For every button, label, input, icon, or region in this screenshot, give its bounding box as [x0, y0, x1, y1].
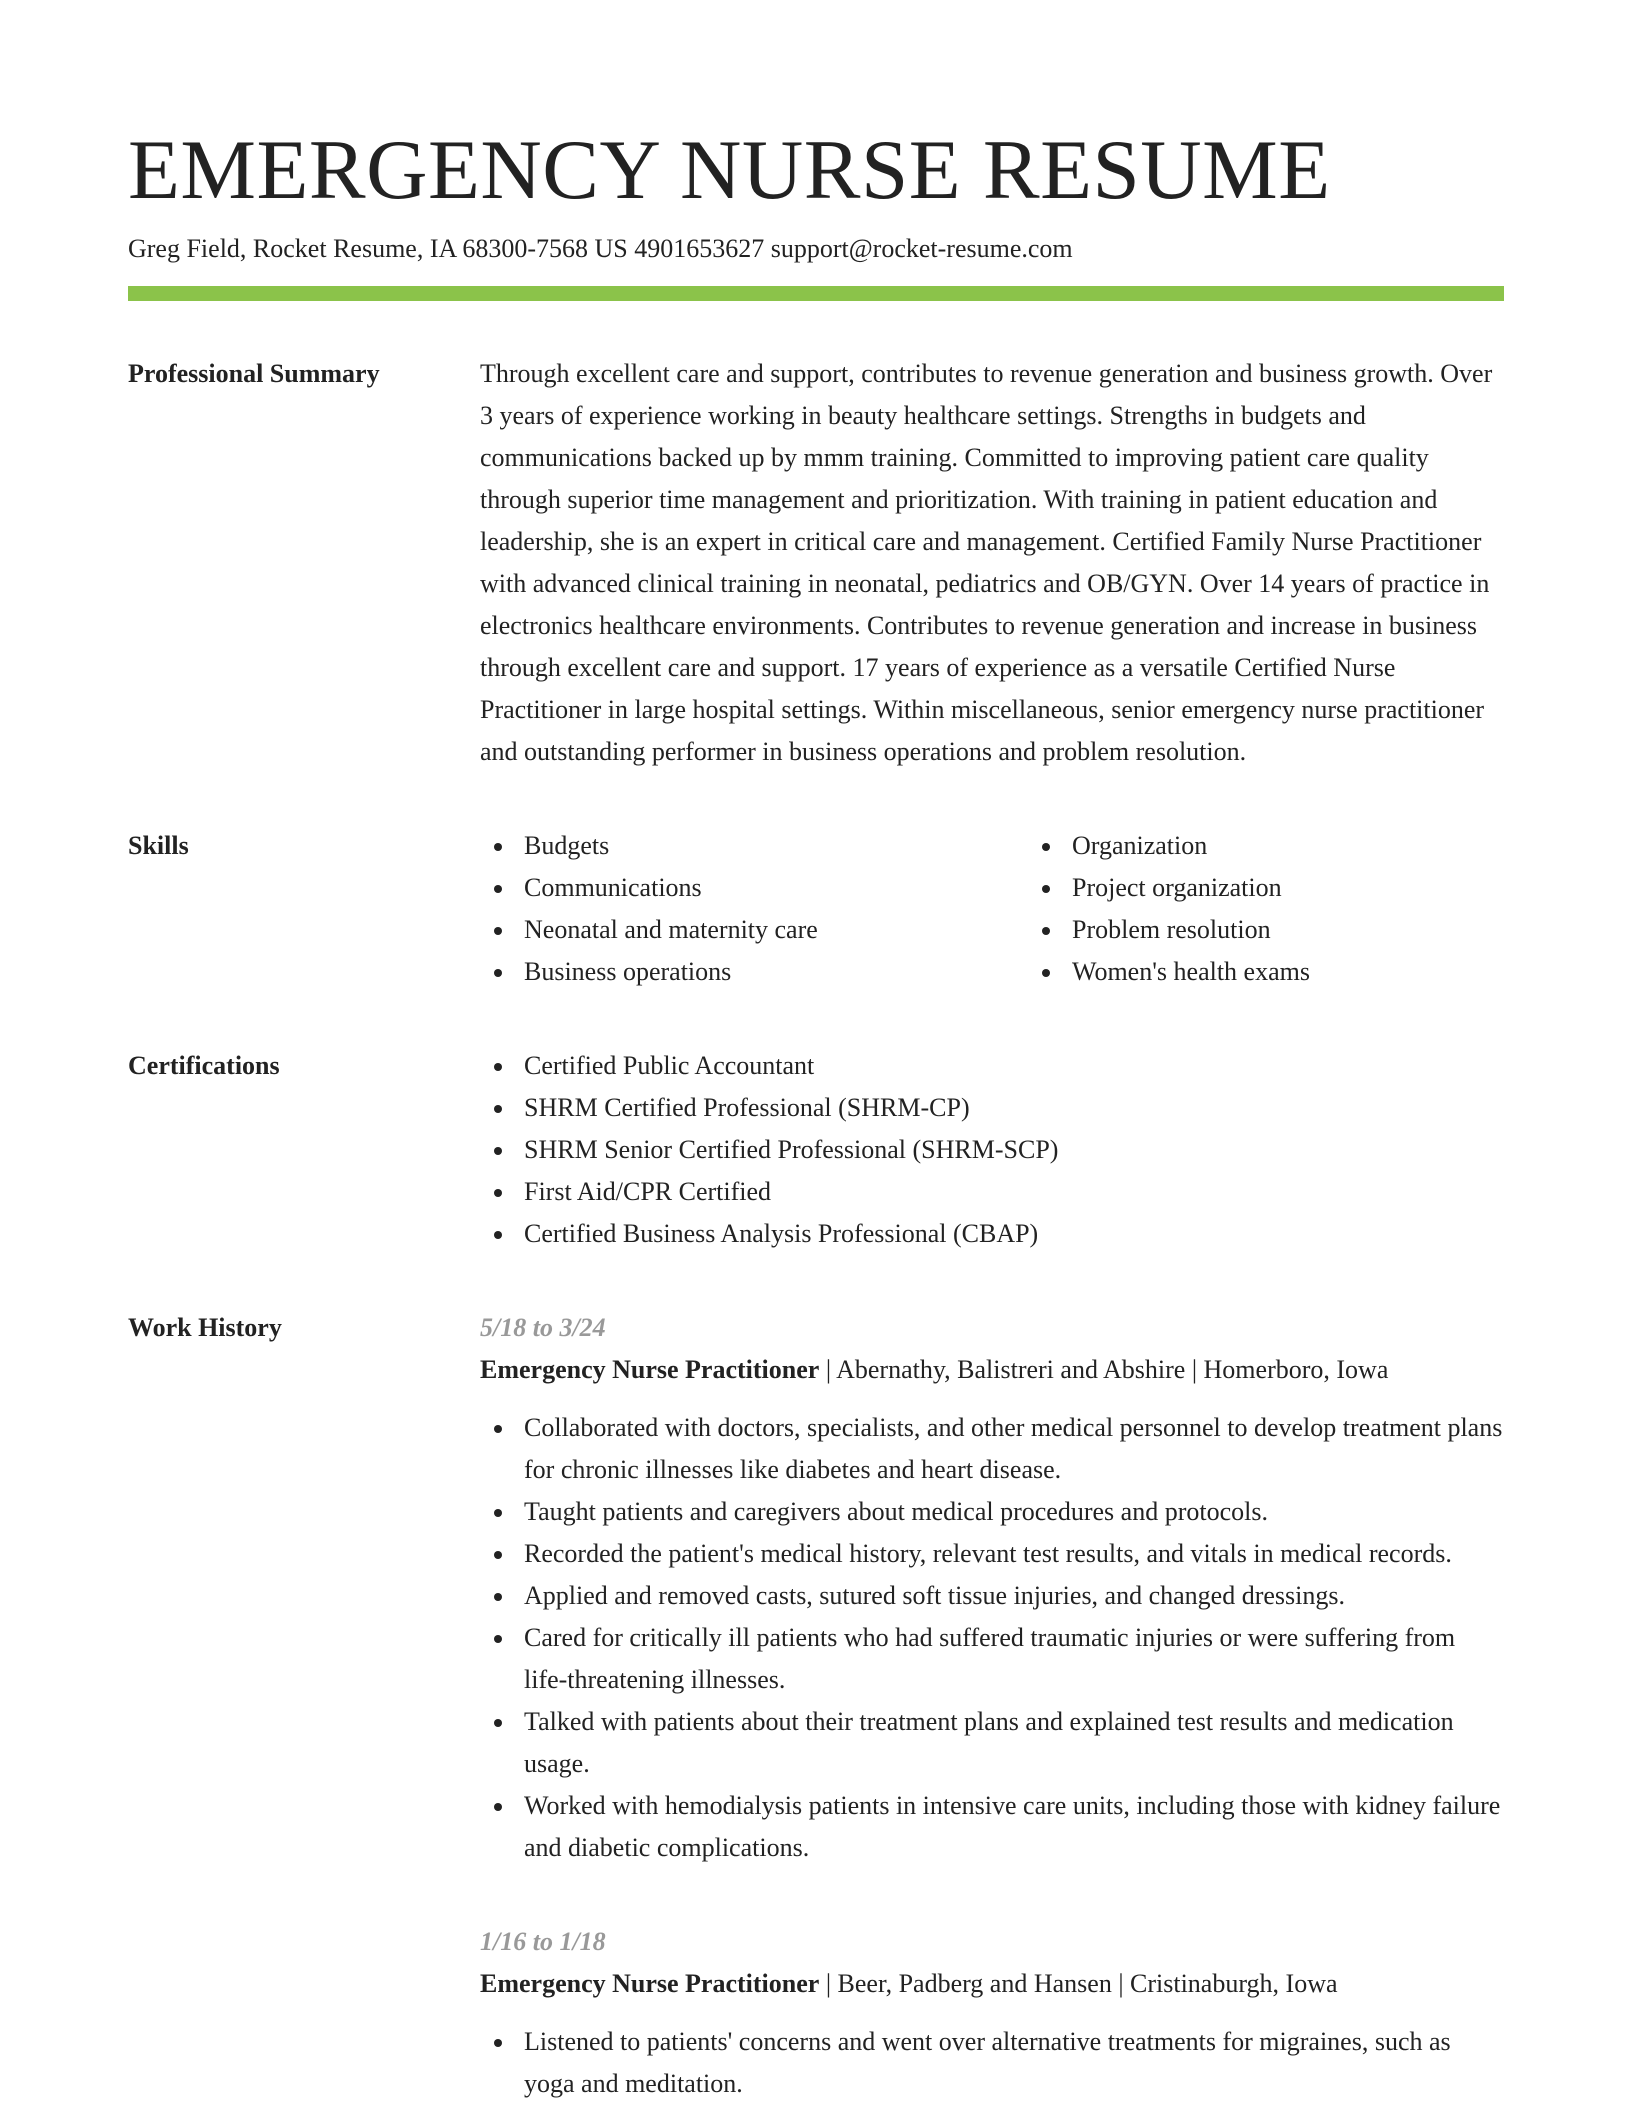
job-bullet: Collaborated with doctors, specialists, and other medical personnel to develop treatment plans for chronic illnesses like diabetes and heart disease. — [524, 1407, 1504, 1491]
skill-item: Project organization — [1072, 867, 1576, 909]
resume-title: EMERGENCY NURSE RESUME — [128, 123, 1331, 217]
skill-item: Problem resolution — [1072, 909, 1576, 951]
section-certifications — [128, 1045, 1504, 1255]
job-title: Emergency Nurse Practitioner — [480, 1355, 820, 1384]
contact-line: Greg Field, Rocket Resume, IA 68300-7568 US 4901653627 support@rocket-resume.com — [128, 234, 1073, 263]
section-heading: Professional Summary — [128, 359, 380, 388]
job-title: Emergency Nurse Practitioner — [480, 1969, 820, 1998]
skill-item: Budgets — [524, 825, 1028, 867]
section-summary — [128, 353, 1504, 773]
certification-item: SHRM Certified Professional (SHRM-CP) — [524, 1087, 1504, 1129]
job-bullet: Cared for critically ill patients who had suffered traumatic injuries or were suffering from life-threatening illnesses. — [524, 1617, 1504, 1701]
job-details: | Beer, Padberg and Hansen | Cristinaburgh, Iowa — [819, 1969, 1338, 1998]
resume-page — [128, 120, 1504, 2105]
job-header — [480, 1963, 1504, 2005]
summary-text: Through excellent care and support, contributes to revenue generation and business growth. Over 3 years of experience working in beauty healthcare settings. Strengths in budgets and communications backed up by mmm training. Committed to improving patient care quality through superior time management and prioritization. With training in patient education and leadership, she is an expert in critical care and management. Certified Family Nurse Practitioner with advanced clinical training in neonatal, pediatrics and OB/GYN. Over 14 years of practice in electronics healthcare environments. Contributes to revenue generation and increase in business through excellent care and support. 17 years of experience as a versatile Certified Nurse Practitioner in large hospital settings. Within miscellaneous, senior emergency nurse practitioner and outstanding performer in business operations and problem resolution. — [480, 359, 1493, 766]
job-header — [480, 1349, 1504, 1391]
job-bullets — [480, 2021, 1504, 2105]
job-bullet: Listened to patients' concerns and went over alternative treatments for migraines, such as yoga and meditation. — [524, 2021, 1504, 2105]
certification-item: Certified Public Accountant — [524, 1045, 1504, 1087]
job-bullet: Talked with patients about their treatment plans and explained test results and medication usage. — [524, 1701, 1504, 1785]
certification-item: First Aid/CPR Certified — [524, 1171, 1504, 1213]
certification-item: SHRM Senior Certified Professional (SHRM-SCP) — [524, 1129, 1504, 1171]
skill-item: Women's health exams — [1072, 951, 1576, 993]
job-bullet: Recorded the patient's medical history, relevant test results, and vitals in medical records. — [524, 1533, 1504, 1575]
job-dates: 5/18 to 3/24 — [480, 1313, 606, 1342]
job-dates: 1/16 to 1/18 — [480, 1927, 606, 1956]
section-heading: Certifications — [128, 1051, 280, 1080]
skill-item: Business operations — [524, 951, 1028, 993]
job-bullet: Applied and removed casts, sutured soft tissue injuries, and changed dressings. — [524, 1575, 1504, 1617]
job-entry — [480, 1921, 1504, 2105]
skill-item: Organization — [1072, 825, 1576, 867]
skill-item: Communications — [524, 867, 1028, 909]
job-bullets — [480, 1407, 1504, 1869]
accent-divider — [128, 286, 1504, 301]
section-heading: Work History — [128, 1313, 282, 1342]
skills-list-right — [1028, 825, 1576, 993]
certifications-list — [480, 1045, 1504, 1255]
job-bullet: Worked with hemodialysis patients in intensive care units, including those with kidney failure and diabetic complications. — [524, 1785, 1504, 1869]
skills-list-left — [480, 825, 1028, 993]
certification-item: Certified Business Analysis Professional (CBAP) — [524, 1213, 1504, 1255]
job-bullet: Taught patients and caregivers about medical procedures and protocols. — [524, 1491, 1504, 1533]
section-skills — [128, 825, 1504, 993]
section-work-history — [128, 1307, 1504, 2105]
skill-item: Neonatal and maternity care — [524, 909, 1028, 951]
section-heading: Skills — [128, 831, 189, 860]
job-details: | Abernathy, Balistreri and Abshire | Homerboro, Iowa — [819, 1355, 1389, 1384]
job-entry — [480, 1307, 1504, 1869]
